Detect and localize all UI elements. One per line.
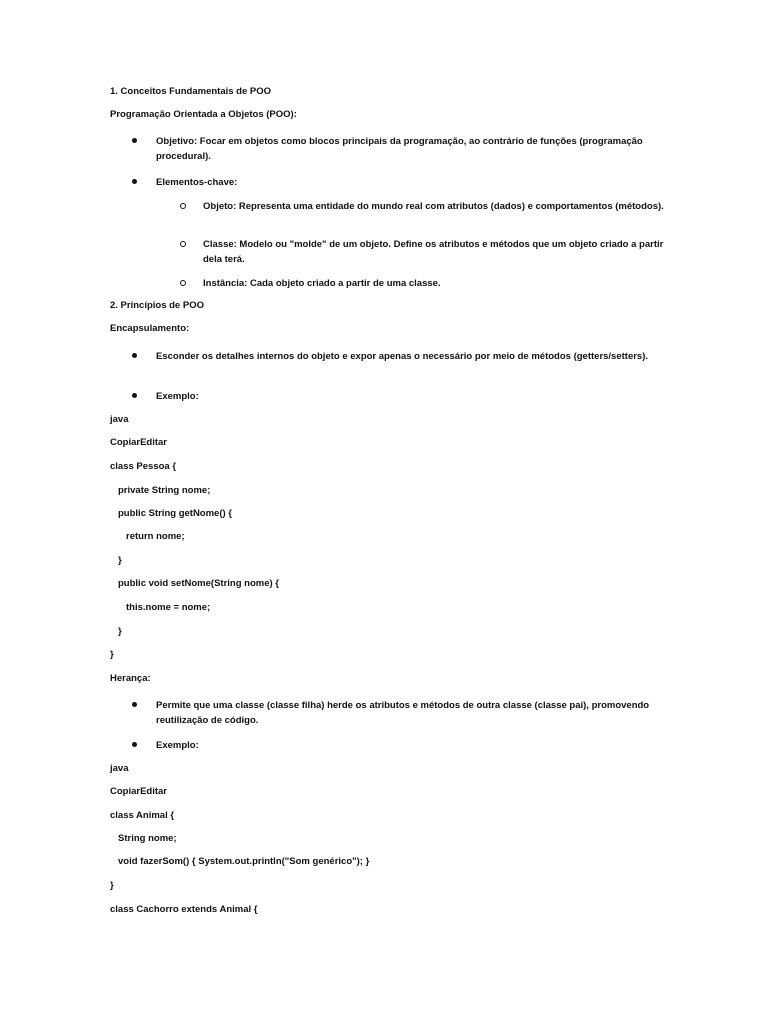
code-line: } (110, 649, 114, 660)
bullet-dot (132, 742, 137, 747)
code-line: class Pessoa { (110, 461, 177, 472)
code-line: public String getNome() { (118, 508, 232, 519)
code-line: class Cachorro extends Animal { (110, 904, 258, 915)
bullet-dot (132, 702, 137, 707)
code-line: return nome; (126, 531, 185, 542)
sub-bullet-instancia: Instância: Cada objeto criado a partir de uma classe. (203, 278, 441, 289)
bullet-elementos: Elementos-chave: (156, 177, 238, 188)
code-line: } (110, 880, 114, 891)
copy-edit-label: CopiarEditar (110, 437, 168, 448)
code-line: class Animal { (110, 810, 175, 821)
heading-principios: 2. Princípios de POO (110, 300, 204, 311)
sub-bullet-circle (180, 280, 186, 286)
bullet-dot (132, 393, 137, 398)
code-language-label: java (110, 763, 129, 774)
bullet-objetivo: Objetivo: Focar em objetos como blocos principais da programação, ao contrário de funções (programação procedural). (156, 136, 643, 162)
code-line: } (118, 626, 122, 637)
sub-bullet-classe: Classe: Modelo ou "molde" de um objeto. Define os atributos e métodos que um objeto criado a partir dela terá. (203, 239, 664, 265)
copy-edit-label: CopiarEditar (110, 786, 168, 797)
code-line: private String nome; (118, 485, 211, 496)
bullet-exemplo: Exemplo: (156, 740, 199, 751)
heading-conceitos: 1. Conceitos Fundamentais de POO (110, 86, 272, 97)
code-line: this.nome = nome; (126, 602, 211, 613)
code-line: } (118, 555, 122, 566)
code-line: String nome; (118, 833, 177, 844)
sub-bullet-circle (180, 203, 186, 209)
subheading-poo: Programação Orientada a Objetos (POO): (110, 109, 297, 120)
bullet-dot (132, 179, 137, 184)
bullet-exemplo: Exemplo: (156, 391, 199, 402)
sub-bullet-circle (180, 241, 186, 247)
code-line: void fazerSom() { System.out.println("Som genérico"); } (118, 856, 370, 867)
subheading-encapsulamento: Encapsulamento: (110, 323, 190, 334)
bullet-dot (132, 138, 137, 143)
bullet-esconder: Esconder os detalhes internos do objeto e expor apenas o necessário por meio de métodos (getters/setters). (156, 351, 649, 362)
bullet-dot (132, 353, 137, 358)
sub-bullet-objeto: Objeto: Representa uma entidade do mundo real com atributos (dados) e comportamentos (métodos). (203, 201, 664, 212)
code-language-label: java (110, 414, 129, 425)
bullet-permite: Permite que uma classe (classe filha) herde os atributos e métodos de outra classe (classe pai), promovendo reutilização de código. (156, 700, 650, 726)
code-line: public void setNome(String nome) { (118, 578, 279, 589)
subheading-heranca: Herança: (110, 673, 151, 684)
